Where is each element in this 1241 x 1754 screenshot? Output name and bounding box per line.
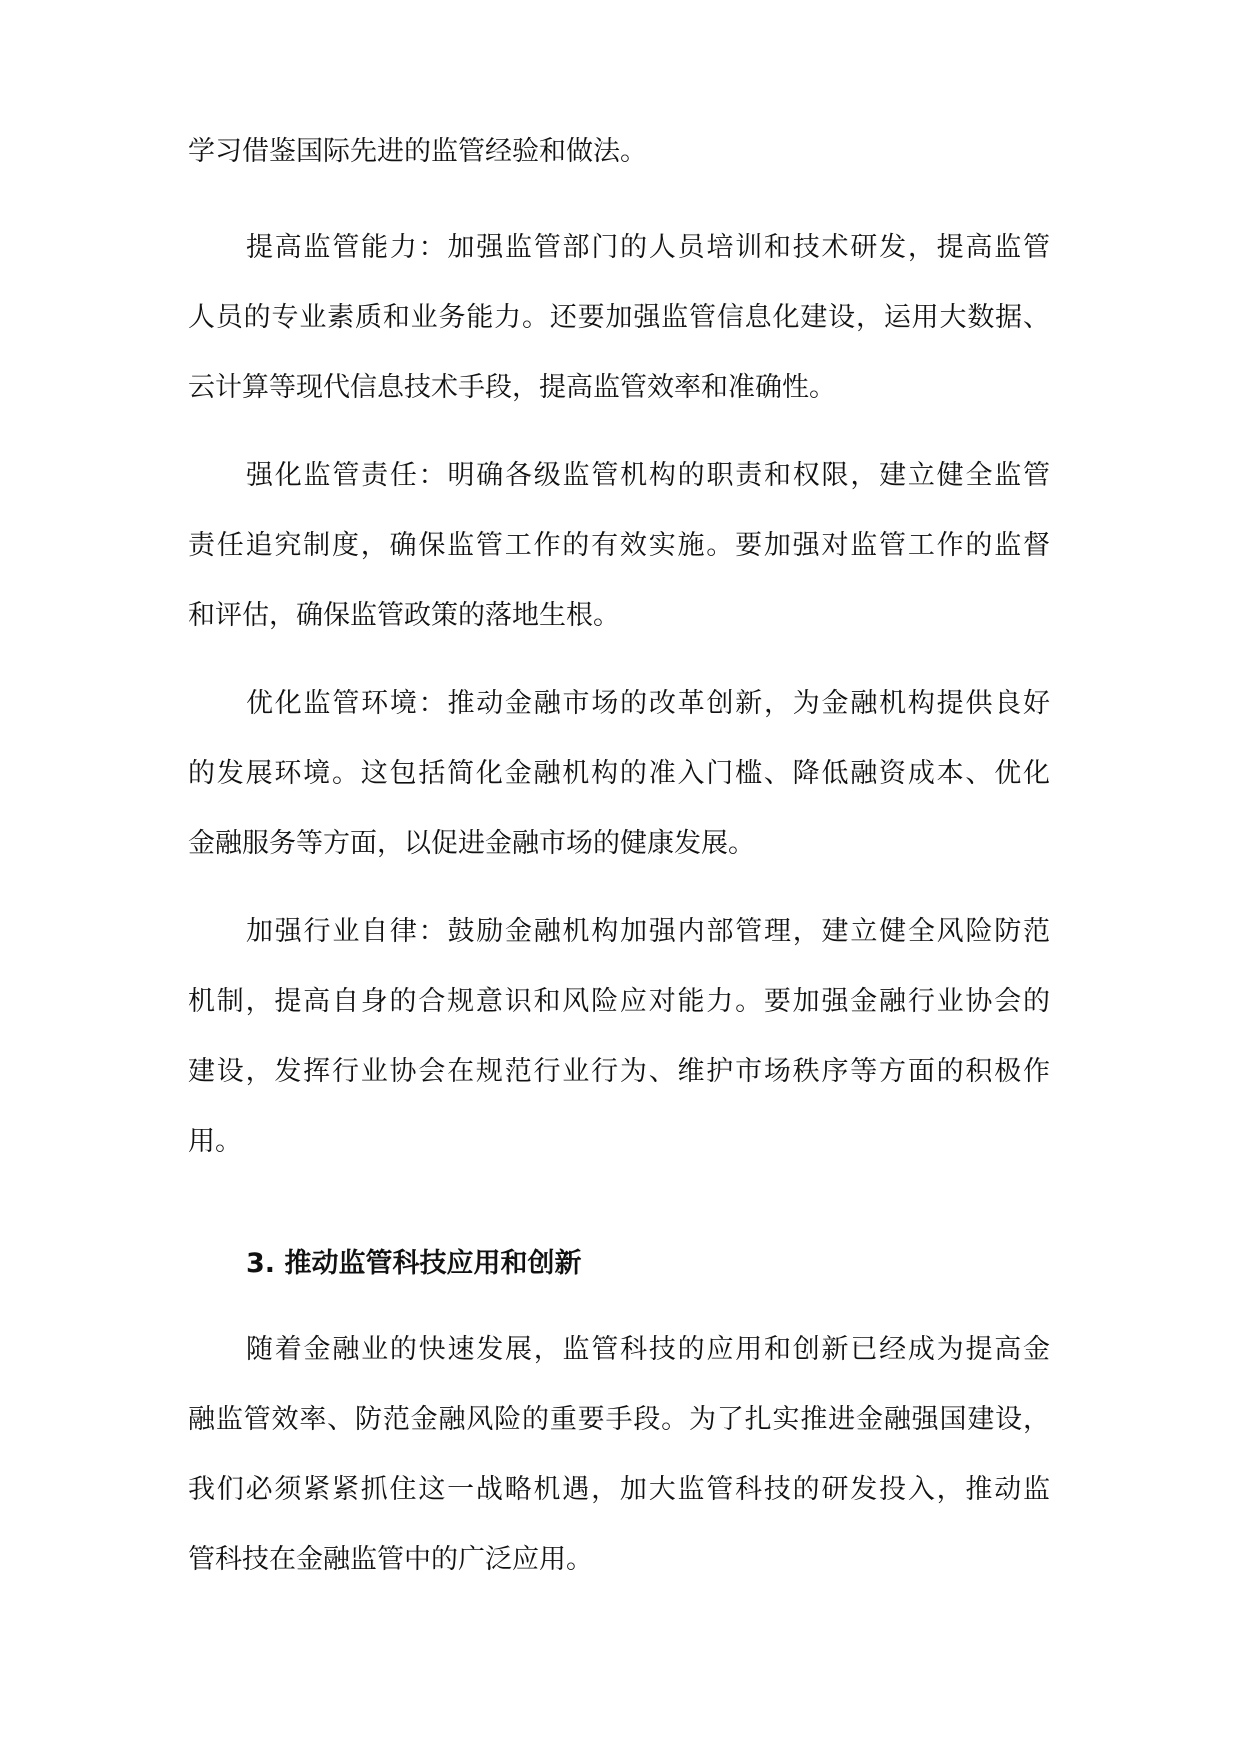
text-line: 金融服务等方面，以促进金融市场的健康发展。 [188, 828, 755, 859]
document-body [188, 117, 1050, 1613]
section-heading: 3. 推动监管科技应用和创新 [246, 1248, 582, 1279]
text-line: 加强行业自律：鼓励金融机构加强内部管理，建立健全风险防范 [246, 916, 1050, 947]
text-line: 机制，提高自身的合规意识和风险应对能力。要加强金融行业协会的 [188, 986, 1050, 1017]
paragraph [188, 1315, 1050, 1595]
text-line: 和评估，确保监管政策的落地生根。 [188, 600, 620, 631]
text-line: 提高监管能力：加强监管部门的人员培训和技术研发，提高监管 [246, 232, 1050, 263]
text-line: 建设，发挥行业协会在规范行业行为、维护市场秩序等方面的积极作 [188, 1056, 1050, 1087]
paragraph [188, 897, 1050, 1177]
paragraph [188, 117, 1050, 187]
text-line: 人员的专业素质和业务能力。还要加强监管信息化建设，运用大数据、 [188, 302, 1050, 333]
text-line: 随着金融业的快速发展，监管科技的应用和创新已经成为提高金 [246, 1334, 1050, 1365]
text-line: 优化监管环境：推动金融市场的改革创新，为金融机构提供良好 [246, 688, 1050, 719]
text-line: 用。 [188, 1126, 242, 1157]
text-line: 云计算等现代信息技术手段，提高监管效率和准确性。 [188, 372, 836, 403]
text-line: 管科技在金融监管中的广泛应用。 [188, 1544, 593, 1575]
paragraph [188, 669, 1050, 879]
text-line: 强化监管责任：明确各级监管机构的职责和权限，建立健全监管 [246, 460, 1050, 491]
paragraph [188, 441, 1050, 651]
text-line: 的发展环境。这包括简化金融机构的准入门槛、降低融资成本、优化 [188, 758, 1050, 789]
text-line: 学习借鉴国际先进的监管经验和做法。 [188, 136, 647, 167]
text-line: 融监管效率、防范金融风险的重要手段。为了扎实推进金融强国建设， [188, 1404, 1050, 1435]
text-line: 我们必须紧紧抓住这一战略机遇，加大监管科技的研发投入，推动监 [188, 1474, 1050, 1505]
paragraph [188, 213, 1050, 423]
text-line: 责任追究制度，确保监管工作的有效实施。要加强对监管工作的监督 [188, 530, 1050, 561]
